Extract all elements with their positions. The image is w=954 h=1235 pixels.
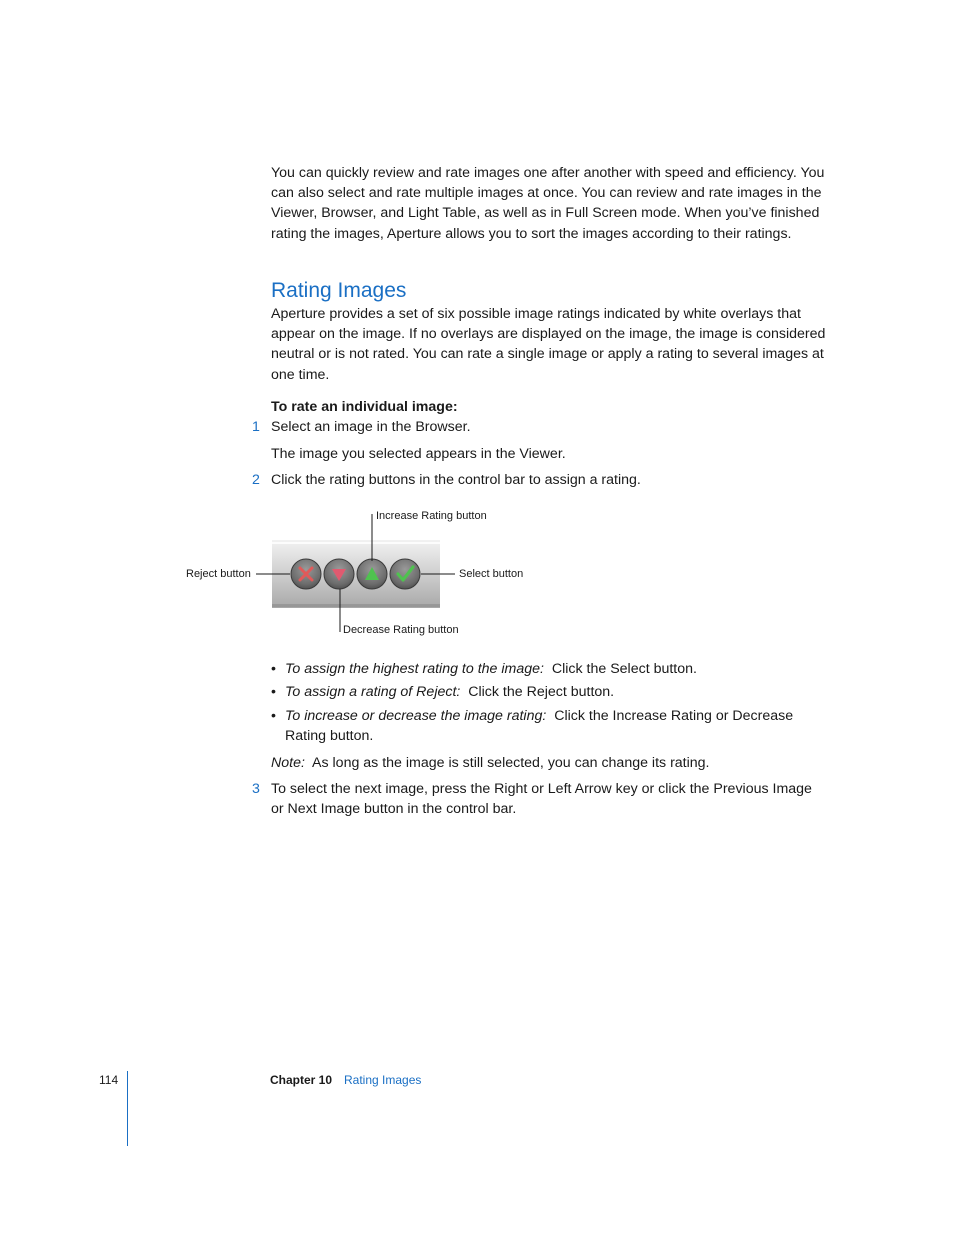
section-body: Aperture provides a set of six possible image ratings indicated by white overlays that appear on the image. If no overlays are displayed on the image, the image is considered neutral or is not rated. You can rate a single image or apply a rating to several images at one time. xyxy=(271,306,826,383)
callout-select: Select button xyxy=(459,568,524,580)
bullet-text: Click the Increase Rating or Decrease Rating button. xyxy=(285,708,794,745)
step-1-result: The image you selected appears in the Viewer. xyxy=(271,446,566,462)
step-text-2: Click the rating buttons in the control bar to assign a rating. xyxy=(271,472,641,488)
step-number-1: 1 xyxy=(252,419,260,435)
select-button[interactable] xyxy=(390,559,420,589)
step-text-1: Select an image in the Browser. xyxy=(271,419,471,435)
footer-chapter-title: Rating Images xyxy=(344,1073,422,1087)
bullet-text: Click the Select button. xyxy=(551,661,697,677)
bullet-item xyxy=(271,706,825,746)
note-paragraph xyxy=(271,753,826,773)
step-text-3: To select the next image, press the Right or Left Arrow key or click the Previous Image or Next Image button in the control bar. xyxy=(271,781,812,818)
bullet-text: Click the Reject button. xyxy=(468,684,615,700)
bullet-item xyxy=(271,659,825,679)
callout-decrease-rating: Decrease Rating button xyxy=(343,624,459,636)
bullet-lead: To increase or decrease the image rating: xyxy=(285,708,547,724)
intro-paragraph: You can quickly review and rate images one after another with speed and efficiency. You can also select and rate multiple images at once. You can review and rate images in the Viewer, Browser, and Light Table, as well as in Full Screen mode. When you’ve finished rating the images, Aperture allows you to sort the images according to their ratings. xyxy=(271,165,825,242)
callout-reject: Reject button xyxy=(186,568,251,580)
bullet-dot: • xyxy=(271,661,276,677)
page-number: 114 xyxy=(99,1073,119,1087)
bullet-lead: To assign a rating of Reject: xyxy=(285,684,461,700)
increase-rating-button[interactable] xyxy=(357,559,387,589)
bullet-dot: • xyxy=(271,684,276,700)
bullet-item xyxy=(271,682,825,702)
footer-chapter: Chapter 10 xyxy=(270,1073,333,1087)
decrease-rating-button[interactable] xyxy=(324,559,354,589)
section-title: Rating Images xyxy=(271,279,407,302)
task-heading: To rate an individual image: xyxy=(271,399,458,415)
footer-rule xyxy=(127,1071,128,1146)
bullet-dot: • xyxy=(271,708,276,724)
note-text: As long as the image is still selected, you can change its rating. xyxy=(312,755,710,771)
step-number-2: 2 xyxy=(252,472,260,488)
reject-button[interactable] xyxy=(291,559,321,589)
note-lead: Note: xyxy=(271,755,305,771)
callout-increase-rating: Increase Rating button xyxy=(376,510,487,522)
step-number-3: 3 xyxy=(252,781,260,797)
bullet-lead: To assign the highest rating to the image: xyxy=(285,661,544,677)
